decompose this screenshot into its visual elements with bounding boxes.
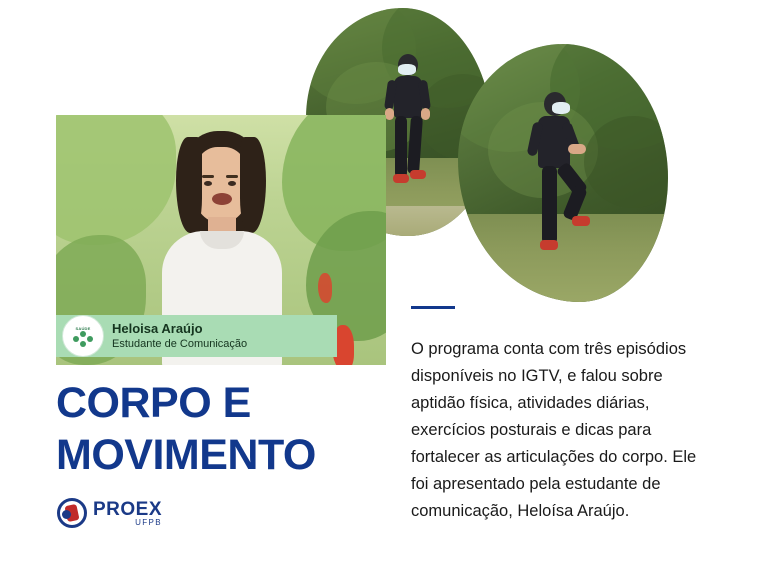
proex-logo-text — [93, 500, 162, 527]
eyebrow-shape — [202, 175, 214, 178]
badge-label: SAÚDE — [75, 325, 91, 331]
video-still — [56, 115, 386, 365]
eye-shape — [228, 181, 236, 186]
page-title — [56, 377, 386, 481]
title-line-2: MOVIMENTO — [56, 431, 316, 479]
photo-blob-exercise — [458, 44, 668, 302]
saude-badge-icon — [62, 315, 104, 357]
lower-third-nameplate — [56, 315, 337, 357]
body-paragraph: O programa conta com três episódios disponíveis no IGTV, e falou sobre aptidão física, atividades diárias, exercícios posturais e dicas para fortalecer as articulações do corpo. Ele foi apresentado pela estudante de comunicação, Heloísa Araújo. — [411, 340, 697, 520]
nameplate-text — [104, 321, 247, 351]
face-mask-shape — [552, 102, 570, 114]
divider-rule — [411, 306, 455, 309]
hand-shape — [385, 108, 394, 120]
mouth-shape — [212, 193, 232, 205]
title-line-1: CORPO E — [56, 379, 251, 427]
proex-subtitle: UFPB — [135, 517, 163, 527]
hair-strand-shape — [240, 137, 266, 233]
eye-shape — [204, 181, 212, 186]
face-mask-shape — [398, 64, 416, 75]
eyebrow-shape — [226, 175, 238, 178]
runner-figure — [378, 54, 438, 204]
leg-shape — [395, 116, 407, 178]
badge-mark-icon — [73, 331, 93, 347]
shoe-shape — [393, 174, 409, 183]
shoe-shape — [540, 240, 558, 250]
proex-mark-icon — [57, 498, 87, 528]
speaker-role: Estudante de Comunicação — [112, 338, 248, 350]
hair-strand-shape — [176, 137, 202, 233]
shoe-shape — [572, 216, 590, 226]
flower-shape — [318, 273, 332, 303]
shoe-shape — [410, 170, 426, 179]
forearm-shape — [568, 144, 586, 154]
proex-name: PROEX — [93, 498, 163, 520]
proex-logo — [57, 498, 162, 528]
leg-shape — [407, 116, 423, 175]
exercise-figure — [522, 92, 602, 282]
leg-shape — [542, 166, 557, 244]
speaker-name: Heloisa Araújo — [112, 321, 203, 336]
